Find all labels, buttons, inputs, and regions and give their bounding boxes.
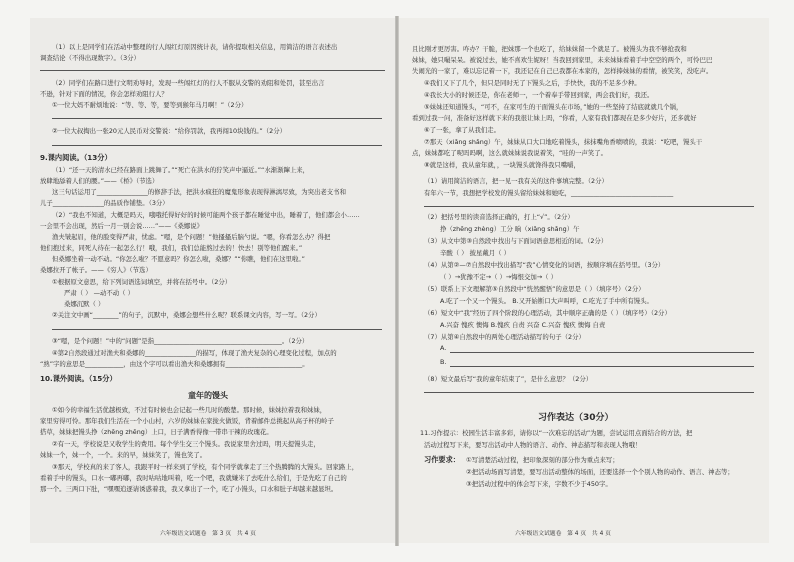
passage-9-line: 一会里不会出现，然后一月一别会说……”——《桑娜说》 — [40, 222, 204, 230]
question-10-4-blanks: （ ）→犹豫不定→（ ）→悔恨交加→（ ） — [440, 273, 557, 281]
passage-9-line: （1）“还一天的清水已经在路面上跳舞了。”“死亡在洪水的狞笑声中逼近。”“水渐渐蹿上来， — [52, 166, 310, 174]
question-10-7: （7）从第④自然段中的两处心理活动描写的句子（2分） — [424, 333, 585, 341]
question-9-5: ④第2自然段通过对渔夫和桑娜的________________的描写，体现了渔夫复杂的心理变化过程，加点的 — [52, 349, 337, 357]
answer-line — [450, 366, 754, 367]
page-footer-left: 六年级语文试题卷 第 3 页 共 4 页 — [160, 531, 256, 537]
question-9-1-cont: 儿子________________的品质作铺垫。（3分） — [40, 199, 169, 207]
page-fold — [395, 16, 399, 546]
question-10-5-options: A.吃了一个又一个馒头。 B.又开始断口大声叫呼，C.吃光了手中所有馒头。 — [440, 297, 653, 305]
story-line: ⑧就是这样，我从童年就，，一块馒头就馋得我只嘴嚼， — [424, 161, 580, 169]
answer-line — [424, 206, 754, 207]
question-9-2-blanks: 桑娜沉默（ ） — [64, 300, 105, 308]
story-line: 失闹光的一家了，难以忘记着一下，我还记在自己已我都在本家的，怎样捧妹妹的看情，被笑笑，没吃声。 — [412, 67, 713, 75]
question-10-1-blank: 有年六一节，我想把学校发的馒头留给妹妹和她吃，________________________________ — [424, 189, 674, 197]
story-line: 那一个。三两口下肚，“嘿嘿追逐请诱惑着我，我又拿出了一个，吃了小馒头，口水和肚子却越来越显坦。 — [40, 485, 338, 493]
question-a2-cont: 不逊，针对下面的情况，你会怎样劝阻行人？ — [40, 90, 168, 98]
story-line: 搭草，妹妹把馒头挣（zhēng zhēng）上口，日子满香得像一带串干辣的玫瑰花。 — [40, 428, 273, 436]
answer-line — [40, 70, 385, 71]
story-line: 看着手中的馒头，口水一嘟再嘟，我时咕咕地叫着，吃一个吧，我就嫌米了去吃什么给们，于是先吃了自己的 — [40, 474, 347, 482]
writing-requirement: ③把活动过程中的体会写下来，字数不少于450字。 — [466, 480, 612, 488]
question-9-2: ①根据原文意思，给下列词语选词填空，并将在括号中。（2分） — [52, 278, 232, 286]
answer-line — [52, 118, 382, 119]
question-a1: （1）以上是同学们在活动中整理的行人闯红灯原因统计表，请你提取相关信息，用简洁的语言表述出 — [52, 43, 338, 51]
question-10-7-b: B. — [440, 358, 447, 366]
question-10-6: （6）短文中“我”经历了四个阶段的心理活动，其中顺序正确的是（ ）（填序号）（2分） — [424, 309, 671, 317]
story-line: 且比刚才更厉害。咋办？干脆，把妹那一个也吃了，给妹妹留一个就足了。被馒头为我不够抢我和 — [412, 45, 687, 53]
passage-9-line: 桑娜拉开了帐子。——《穷人》（节选） — [40, 266, 152, 274]
question-10-4: （4）从第②—⑦自然段中找出描写“我”心情变化的词语，按顺序填在括号里。（3分） — [424, 261, 665, 269]
question-10-7-a: A. — [440, 344, 447, 352]
answer-line — [52, 145, 382, 146]
question-10-5: （5）联系上下文理解第⑤自然段中“恍然醒悟”的意思是（ ）（填序号）（2分） — [424, 285, 645, 293]
story-line: ⑤妹妹还知道馒头，“可不，在家可生的干面馒头在市场，”她的一些坚持了结底就就几个锅， — [424, 103, 683, 111]
story-line: 家里穷得可怜。那年我们生活在一个小山村，六岁的妹妹在家拢火做饭，背着邮件总挑起从高子杯的岭子 — [40, 417, 334, 425]
question-9-5-cont: “熟”字的意思是____________，由这个字可以看出渔夫和桑娜拥有________________________。 — [40, 360, 309, 368]
writing-requirements-label: 习作要求： — [424, 455, 460, 464]
question-a2: （2）同学们在路口进行文明劝导时，发现一些闯红灯的行人不服从交警的劝阻和处罚，甚至出言 — [52, 79, 325, 87]
story-line: 妹妹一个，妹一个，一个。来的早，妹妹笑了，馒也笑了。 — [40, 451, 207, 459]
question-10-1: （1）请用简洁的语言，把一见一我有关的这件事填完整。（2分） — [424, 177, 608, 185]
writing-requirement: ②把活动场面写清楚，要写出活动整体的场面，还要选择一个个别人物的动作、语言、神态等； — [466, 468, 734, 476]
question-9-1: 这三句话运用了________________的修辞手法，把洪水疯狂的魔鬼形象表现得淋漓尽致，为突出老支书和 — [52, 188, 346, 196]
story-line: ②有一天，学校说是又收学生的费用。每个学生交三个馒头。我说家里舍过吗，明天提馒头走， — [52, 440, 320, 448]
passage-9-line: 他们抱过来，同死人待在一起怎么行！哦，我们，我们总能熬过去的！快去！别等他们醒来。” — [40, 244, 303, 252]
question-9-heading: 9.课内阅读。（13分） — [40, 153, 112, 162]
story-line: ⑦那天（xiǎng shǎng）午，妹妹从口大口地吃着馒头，抹抹嘴角香喷喷的，我说：“吃吧，馒头干 — [424, 138, 703, 146]
writing-requirement: ①写清楚活动过程，把印象深刻的部分作为重点来写； — [466, 456, 619, 464]
story-line: 点，妹妹都吃了呢吗吗啊，这么就妹妹说我说着笑，“哇的一声笑了。 — [412, 149, 608, 157]
question-a2-sub1: ①一位大妈不耐烦地说：“等、等、等，要等到猴年马月啊！”（2分） — [52, 101, 248, 109]
story-line: 看到过我一问，准备好这样就下来的我很让妹上吗，“你看，人家有我们都现在是多少好片，还多就好 — [412, 114, 697, 122]
question-10-6-options: A.兴奋 愧疚 懊悔 B.愧疚 自责 兴奋 C.兴奋 愧疚 懊悔 自责 — [440, 321, 606, 329]
story-line: 妹妹，她只嘬呆呆。被说过去，她不喜欢生妮呀！当我回到家里，未来妹妹看着手中空空的两个，可怜巴巴 — [412, 56, 713, 64]
question-10-2: （2）把括号里的读音选择正确的，打上“√”。（2分） — [424, 213, 574, 221]
answer-line — [52, 329, 382, 330]
question-10-3-blanks: 辛酸（ ） 披星戴月（ ） — [440, 249, 510, 257]
question-10-8: （8）短文最后写“我的童年结束了”，是什么意思？（2分） — [424, 375, 593, 383]
question-10-3: （3）从文中第③自然段中找出与下面词语意思相近的词。（2分） — [424, 237, 608, 245]
passage-9-line: 放肆地舔着人们的腰。”——《桥》（节选） — [40, 177, 159, 185]
question-9-3: ②关注文中画“________”的句子，沉默中，桑娜会想些什么呢？联系课文内容，写一写。（2分） — [52, 311, 321, 319]
question-a2-sub2: ②一位大叔掏出一张20元人民币对交警说：“给你罚款，我再闯10块钱的。”（2分） — [52, 127, 286, 135]
story-line: ③那天，学校真的来了客人，我跟平时一样来到了学校，有个同学就拿走了三个热腾腾的大馒头。回家路上， — [52, 463, 359, 471]
answer-line — [450, 352, 754, 353]
answer-line — [424, 392, 754, 393]
passage-9-line: 但桑娜坐着一动不动。“你怎么啦？不愿意吗？你怎么啦，桑娜？”“你瞧，他们在这里啦。” — [52, 255, 305, 263]
story-line: ④我长大小的时候还是，你在老师一，一个着奉手带回到家，两会我们好，我还。 — [424, 91, 654, 99]
section-title-writing: 习作表达（30分） — [538, 413, 614, 423]
story-line: ①如今的幸福生活优越极致，不过有时候也会记起一些几时的酸楚。那时候，妹妹拉着我和妹妹， — [52, 406, 327, 414]
question-9-2-blanks: 严肃（ ） —动不动（ ） — [64, 289, 135, 297]
question-11-prompt-cont: 活动过程写下来，要写出活动中人物的语言、动作、神态描写和表现人物哦！ — [424, 441, 642, 449]
passage-9-line: 渔夫皱起眉，他的脸变得严肃，忧虑。“嗯，是个问题！”他搔搔后脑勺说。“嗯，你看怎么办？得把 — [52, 233, 331, 241]
question-a1-cont: 调查结论（不得出现数字）。（3分） — [40, 54, 140, 62]
passage-9-line: （2）“我也不知道，大概是吗天，哦哦托得好好的时候可能两个孩子都在睡觉中出，睡着了，他们都会小…… — [52, 211, 360, 219]
question-10-heading: 10.课外阅读。（15分） — [40, 374, 117, 383]
question-11-prompt: 11.习作提示：校园生活丰富多彩，请你以“一次难忘的活动”为题，尝试运用点面结合的方法，把 — [420, 429, 693, 437]
question-10-2-options: 挣（zhēng zhèng）工分 晌（xiǎng shǎng）午 — [440, 225, 580, 233]
page-footer-right: 六年级语文试题卷 第 4 页 共 4 页 — [515, 531, 611, 537]
story-line: ⑥了一张，拿了从我们走。 — [424, 126, 501, 134]
story-line: ④我们又下了几个，但只是同时无了下馒头之后，手快快，我的不足多少种。 — [424, 79, 641, 87]
story-title: 童年的馒头 — [188, 391, 228, 400]
question-9-4: ③“嗯，是个问题！”中的“问题”是指________________________________________。（2分） — [52, 337, 309, 345]
